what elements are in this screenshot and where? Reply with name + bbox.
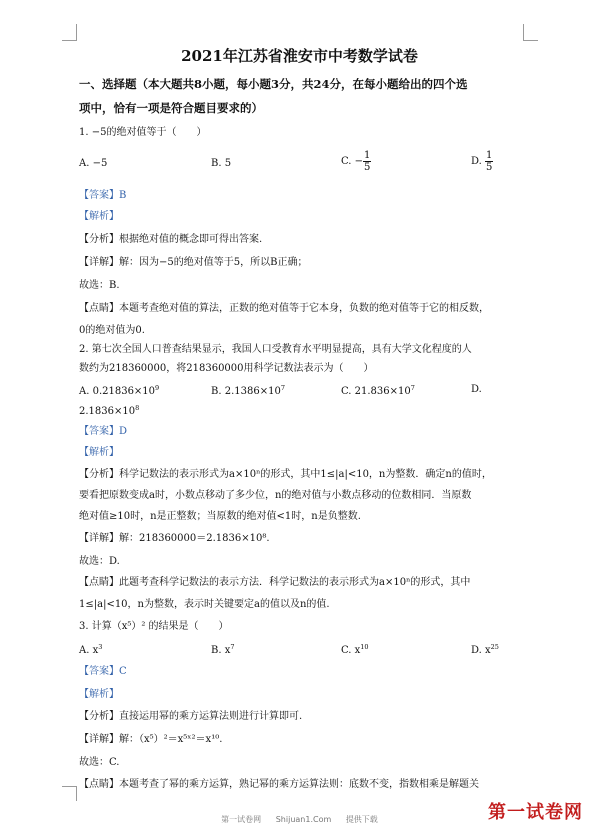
q1-option-d <box>471 150 493 173</box>
q2-fenxi-line3: 绝对值≥10时，n是正整数；当原数的绝对值<1时，n是负整数. <box>79 511 361 522</box>
q2-stem-line1: 2. 第七次全国人口普查结果显示，我国人口受教育水平明显提高，具有大学文化程度的人 <box>79 344 472 355</box>
q3-option-c-exponent: 10 <box>360 643 369 651</box>
q1-option-b: B. 5 <box>211 158 232 169</box>
q3-option-b-base: B. x <box>211 645 231 656</box>
q2-option-b-base: B. 2.1386×10 <box>211 386 281 397</box>
q2-option-b <box>211 384 285 397</box>
q2-option-c <box>341 384 415 397</box>
fraction-numerator: 1 <box>486 150 493 161</box>
q2-option-d-value <box>79 404 139 417</box>
fraction-denominator: 5 <box>486 162 493 173</box>
q2-dianjing-line2: 1≤|a|<10，n为整数，表示时关键要定a的值以及n的值. <box>79 599 330 610</box>
q3-stem: 3. 计算（x⁵）² 的结果是（ ） <box>79 621 229 632</box>
fraction-denominator: 5 <box>364 162 371 173</box>
q2-option-d-exponent: 8 <box>135 404 140 412</box>
q2-xiangjie: 【详解】解：218360000＝2.1836×10⁸. <box>79 533 270 544</box>
q2-guxuan: 故选：D. <box>79 556 120 567</box>
q2-option-a-base: A. 0.21836×10 <box>79 386 156 397</box>
q1-analysis-label: 【解析】 <box>79 211 119 222</box>
q3-option-d-base: D. x <box>471 645 491 656</box>
q3-xiangjie: 【详解】解：（x⁵）²＝x⁵ˣ²＝x¹⁰. <box>79 734 223 745</box>
q2-dianjing-line1: 【点睛】此题考查科学记数法的表示方法．科学记数法的表示形式为a×10ⁿ的形式，其中 <box>79 577 471 588</box>
fraction-numerator: 1 <box>364 150 371 161</box>
q3-option-a <box>79 643 102 656</box>
q1-stem: 1. −5的绝对值等于（ ） <box>79 127 207 138</box>
q2-option-b-exponent: 7 <box>280 384 285 392</box>
q3-answer: 【答案】C <box>79 666 127 677</box>
q1-option-c <box>341 150 371 173</box>
section-heading-line2: 项中，恰有一项是符合题目要求的） <box>79 101 263 115</box>
crop-mark-top-right <box>523 24 538 41</box>
q2-option-c-exponent: 7 <box>410 384 415 392</box>
q2-answer: 【答案】D <box>79 426 128 437</box>
footer-provide: 提供下载 <box>345 815 378 824</box>
q1-guxuan: 故选：B. <box>79 280 120 291</box>
q3-guxuan: 故选：C. <box>79 757 120 768</box>
q2-option-d: D. <box>471 384 482 395</box>
q3-option-b-exponent: 7 <box>230 643 235 651</box>
q1-option-d-prefix: D. <box>471 156 486 167</box>
q3-option-b <box>211 643 235 656</box>
site-logo: 第一试卷网 <box>488 802 583 823</box>
q1-dianjing-line1: 【点睛】本题考查绝对值的算法，正数的绝对值等于它本身，负数的绝对值等于它的相反数， <box>79 303 489 314</box>
crop-mark-top-left <box>62 24 77 41</box>
q2-option-d-base: 2.1836×10 <box>79 406 136 417</box>
q2-option-c-base: C. 21.836×10 <box>341 386 411 397</box>
footer-site-name: 第一试卷网 <box>221 815 262 824</box>
q3-option-c-base: C. x <box>341 645 361 656</box>
q3-analysis-label: 【解析】 <box>79 689 119 700</box>
q2-option-a <box>79 384 159 397</box>
q3-option-d-exponent: 25 <box>490 643 499 651</box>
q2-analysis-label: 【解析】 <box>79 447 119 458</box>
q1-option-d-fraction <box>485 150 493 173</box>
q1-fenxi: 【分析】根据绝对值的概念即可得出答案. <box>79 234 263 245</box>
q2-stem-line2: 数约为218360000，将218360000用科学记数法表示为（ ） <box>79 363 374 374</box>
crop-mark-bottom-left <box>62 786 77 801</box>
q2-fenxi-line1: 【分析】科学记数法的表示形式为a×10ⁿ的形式，其中1≤|a|<10，n为整数．确定n的值时， <box>79 469 492 480</box>
q1-option-a: A. −5 <box>79 158 108 169</box>
q3-option-a-base: A. x <box>79 645 99 656</box>
q1-answer: 【答案】B <box>79 190 127 201</box>
q2-fenxi-line2: 要看把原数变成a时，小数点移动了多少位，n的绝对值与小数点移动的位数相同．当原数 <box>79 490 472 501</box>
q3-dianjing-line1: 【点睛】本题考查了幂的乘方运算，熟记幂的乘方运算法则：底数不变，指数相乘是解题关 <box>79 779 479 790</box>
q3-option-d <box>471 643 499 656</box>
q2-option-a-exponent: 9 <box>155 384 160 392</box>
q1-option-c-prefix: C. − <box>341 156 364 167</box>
q3-option-a-exponent: 3 <box>98 643 103 651</box>
exam-title: 2021年江苏省淮安市中考数学试卷 <box>181 47 418 65</box>
q3-option-c <box>341 643 369 656</box>
q1-dianjing-line2: 0的绝对值为0. <box>79 325 145 336</box>
section-heading-line1: 一、选择题（本大题共8小题，每小题3分，共24分，在每小题给出的四个选 <box>79 77 468 91</box>
q3-fenxi: 【分析】直接运用幂的乘方运算法则进行计算即可. <box>79 711 303 722</box>
q1-option-c-fraction <box>363 150 371 173</box>
footer-site-url[interactable]: Shijuan1.Com <box>275 815 332 824</box>
q1-xiangjie: 【详解】解：因为−5的绝对值等于5，所以B正确； <box>79 257 308 268</box>
